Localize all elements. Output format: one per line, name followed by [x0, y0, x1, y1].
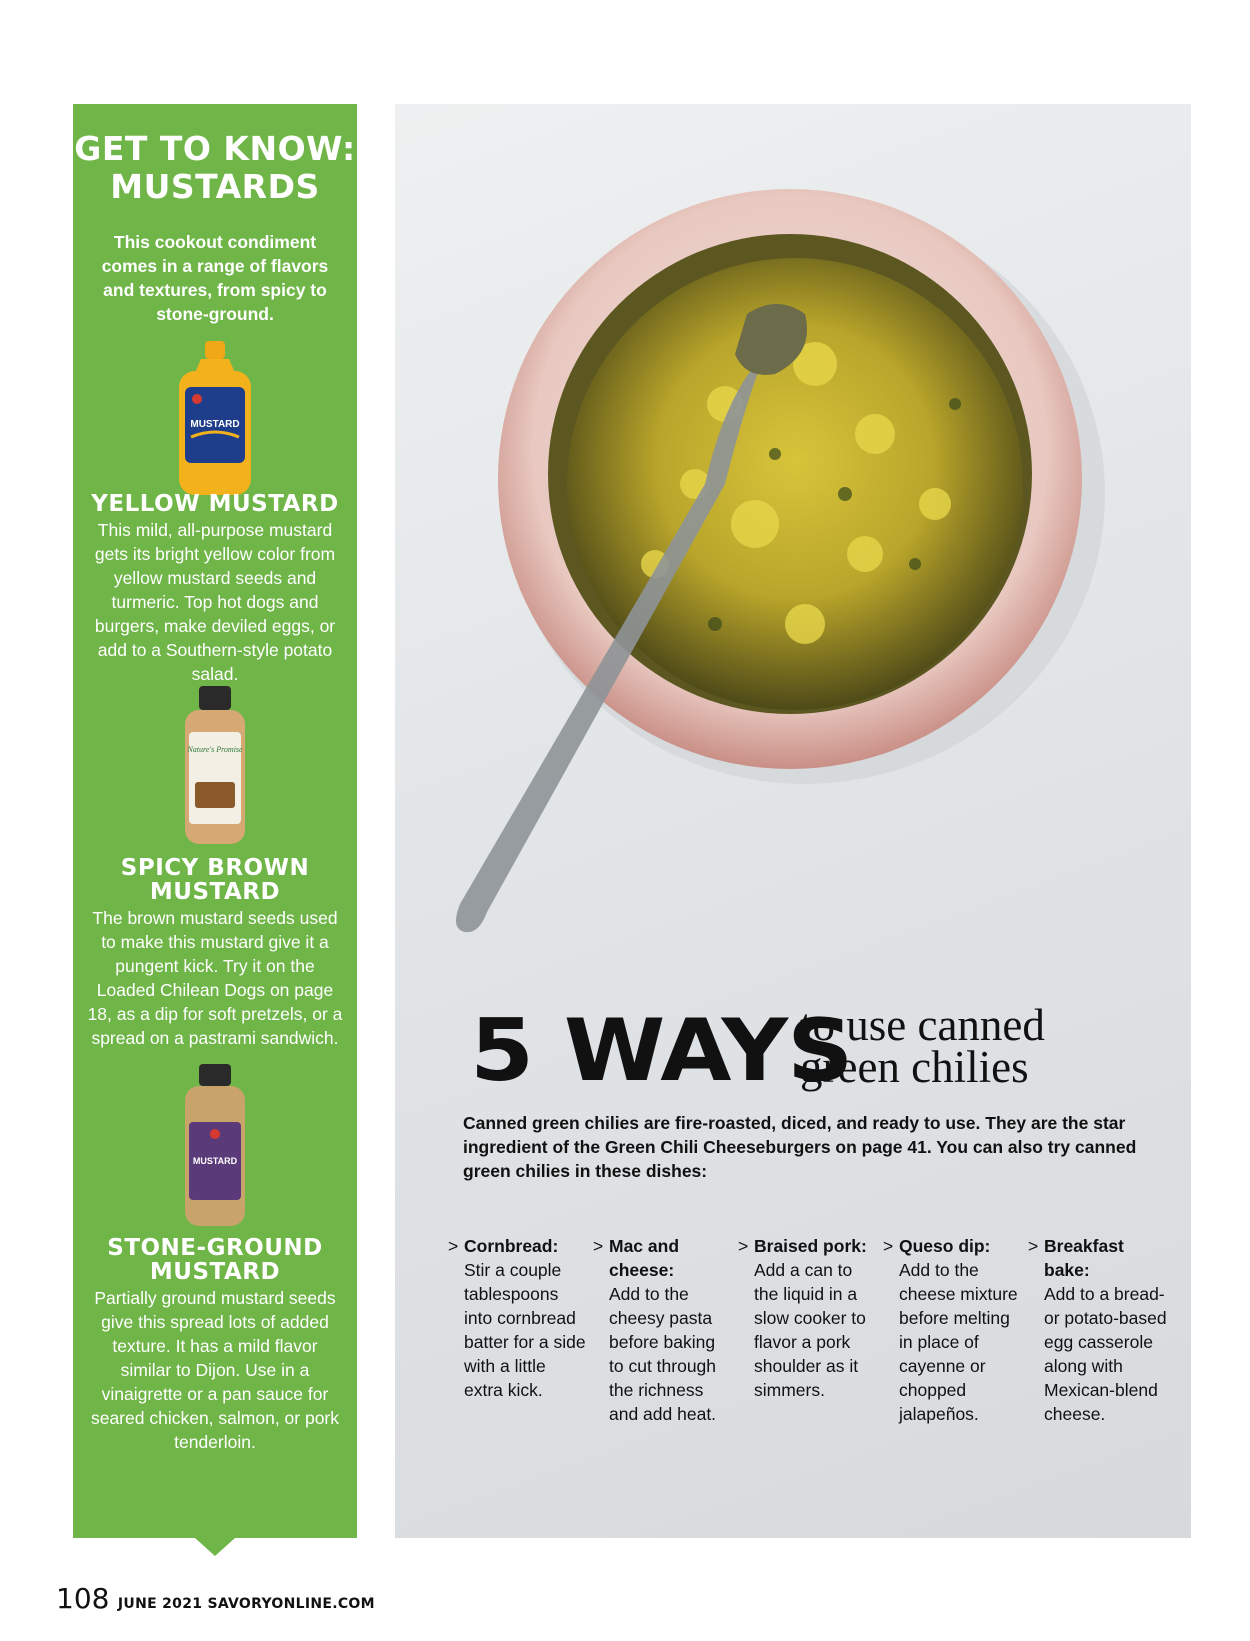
yellow-mustard-bottle-image — [175, 341, 255, 497]
way-body: Add a can to the liquid in a slow cooker to flavor a pork shoulder as it simmers. — [754, 1260, 866, 1400]
way-title: Breakfast bake: — [1044, 1236, 1124, 1280]
stone-ground-heading-line1: STONE-GROUND — [107, 1235, 323, 1261]
stone-ground-heading — [73, 1236, 357, 1284]
way-item — [883, 1234, 1023, 1426]
issue-and-website: JUNE 2021 SAVORYONLINE.COM — [117, 1596, 375, 1612]
sidebar-title-line2: MUSTARDS — [110, 167, 320, 206]
five-ways-headline — [470, 1002, 1190, 1102]
way-item — [448, 1234, 588, 1402]
headline-big: 5 WAYS — [470, 1001, 853, 1101]
way-body: Add to the cheesy pasta before baking to cut through the richness and add heat. — [609, 1284, 717, 1424]
stone-ground-bottle-label: MUSTARD — [192, 1156, 238, 1166]
spicy-brown-heading-line2: MUSTARD — [149, 879, 281, 905]
page-footer — [56, 1582, 375, 1615]
way-body: Add to the cheese mixture before melting in place of cayenne or chopped jalapeños. — [899, 1260, 1018, 1424]
stone-ground-mustard-bottle-image — [181, 1064, 249, 1228]
way-title: Mac and cheese: — [609, 1236, 680, 1280]
stone-ground-heading-line2: MUSTARD — [149, 1259, 281, 1285]
headline-small-line1: to use canned — [800, 1000, 1045, 1050]
page-number: 108 — [56, 1582, 110, 1615]
stone-ground-text: Partially ground mustard seeds give this spread lots of added texture. It has a mild flavor similar to Dijon. Use in a vinaigrette or a pan sauce for seared chicken, salmon, or pork tenderloin. — [90, 1288, 340, 1452]
sidebar-title — [73, 130, 357, 206]
way-title: Queso dip: — [899, 1236, 991, 1256]
caret-icon: > — [1028, 1236, 1039, 1256]
yellow-mustard-heading-text: YELLOW MUSTARD — [91, 491, 339, 517]
spicy-brown-mustard-bottle-image — [181, 686, 249, 846]
way-item — [738, 1234, 878, 1402]
yellow-mustard-heading — [73, 492, 357, 516]
caret-icon: > — [883, 1236, 894, 1256]
headline-small-line2: green chilies — [800, 1042, 1029, 1092]
caret-icon: > — [738, 1236, 749, 1256]
way-body: Add to a bread- or potato-based egg casserole along with Mexican-blend cheese. — [1044, 1284, 1167, 1424]
spicy-brown-bottle-label: Nature's Promise — [187, 745, 243, 754]
way-item — [593, 1234, 733, 1426]
headline-small — [800, 1000, 1045, 1092]
way-body: Stir a couple tablespoons into cornbread batter for a side with a little extra kick. — [464, 1260, 586, 1400]
spicy-brown-heading-line1: SPICY BROWN — [120, 855, 310, 881]
sidebar-intro: This cookout condiment comes in a range of flavors and textures, from spicy to stone-ground. — [101, 232, 329, 324]
yellow-mustard-text: This mild, all-purpose mustard gets its bright yellow color from yellow mustard seeds and turmeric. Top hot dogs and burgers, make deviled eggs, or add to a Southern-style potato salad. — [94, 520, 336, 684]
spicy-brown-text: The brown mustard seeds used to make this mustard give it a pungent kick. Try it on the Loaded Chilean Dogs on page 18, as a dip for soft pretzels, or a spread on a pastrami sandwich. — [87, 908, 343, 1048]
way-title: Cornbread: — [464, 1236, 559, 1256]
yellow-mustard-bottle-label: MUSTARD — [190, 419, 240, 430]
caret-icon: > — [448, 1236, 459, 1256]
way-title: Braised pork: — [754, 1236, 867, 1256]
spicy-brown-heading — [73, 856, 357, 904]
sidebar-title-line1: GET TO KNOW: — [74, 129, 356, 168]
way-item — [1028, 1234, 1168, 1426]
caret-icon: > — [593, 1236, 604, 1256]
article-intro: Canned green chilies are fire-roasted, diced, and ready to use. They are the star ingredient of the Green Chili Cheeseburgers on page 41. You can also try canned green chilies in these dishes: — [463, 1113, 1137, 1181]
mustards-sidebar — [73, 104, 357, 1538]
